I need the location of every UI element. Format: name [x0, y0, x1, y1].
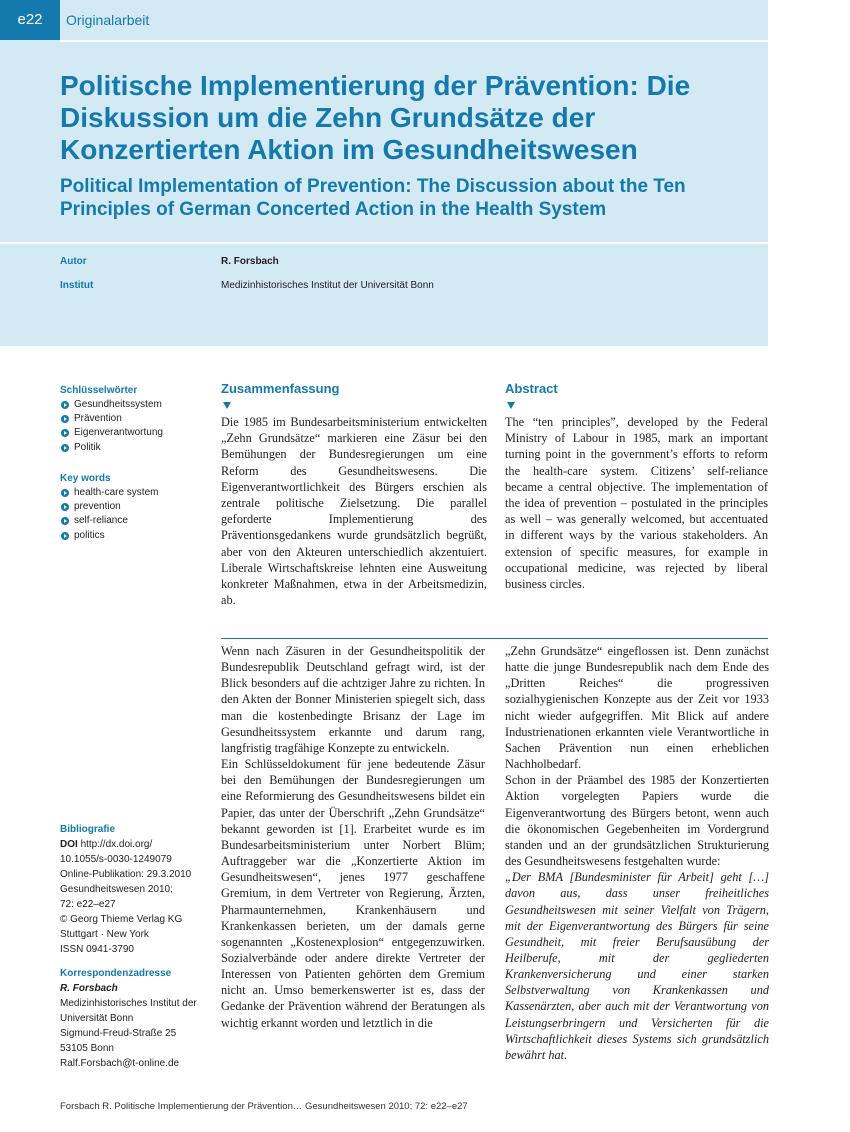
abstract-de-text: Die 1985 im Bundesarbeitsministerium entwickelten „Zehn Grundsätze“ markieren eine Zäsur bei den Bemühungen der Bundesregierungen um eine Reform des Gesundheitswesens. Die Eigenverantwortlichkeit des Bürgers erschien als zentrale politische Zielsetzung. Die parallel geforderte Implementierung des Präventionsgedankens wurde grundsätzlich begrüßt, aber von den Akteuren unterschiedlich akzentuiert. Liberale Wirtschaftskreise lehnten eine Ausweitung konkreter Maßnahmen, etwa in der Arbeitsmedizin, ab.: [221, 415, 487, 608]
footer-citation: Forsbach R. Politische Implementierung der Prävention… Gesundheitswesen 2010; 72: e22–e27: [60, 1101, 468, 1112]
author-label: Autor: [60, 256, 87, 267]
header-divider: [60, 40, 768, 42]
copyright: © Georg Thieme Verlag KG: [60, 914, 183, 925]
keyword-item: self-reliance: [60, 514, 158, 528]
triangle-down-icon: [223, 402, 231, 409]
correspondence-block: [60, 981, 210, 1071]
title-german: Politische Implementierung der Prävention: Die Diskussion um die Zehn Grundsätze der Konzertierten Aktion im Gesundheitswesen: [60, 70, 691, 165]
correspondence-name: R. Forsbach: [60, 983, 118, 994]
author-name: R. Forsbach: [221, 256, 279, 267]
header-band: [0, 0, 768, 346]
page-number: e22: [0, 0, 60, 40]
bullet-arrow-icon: [61, 444, 69, 452]
correspondence-heading: Korrespondenzadresse: [60, 968, 172, 979]
body-paragraph: „Zehn Grundsätze“ eingeflossen ist. Denn zunächst hatte die junge Bundesrepublik nach dem Ende des „Dritten Reiches“ die progressiven sozialhygienischen Konzepte aus der Zeit vor 1933 nicht wieder aufgegriffen. Mit Blick auf andere Industrienationen erkannten viele Verantwortliche in Sachen Prävention nun einen erheblichen Nachholbedarf.: [505, 644, 769, 772]
doi-label: DOI: [60, 839, 78, 850]
keyword-item: Prävention: [60, 412, 163, 426]
keyword-item: health-care system: [60, 486, 158, 500]
body-column-right: [505, 643, 769, 1063]
keywords-en-list: [60, 486, 158, 543]
keyword-item: Eigenverantwortung: [60, 426, 163, 440]
journal-name: Gesundheitswesen 2010;: [60, 884, 173, 895]
bullet-arrow-icon: [61, 503, 69, 511]
keyword-item: politics: [60, 529, 158, 543]
bibliography-heading: Bibliografie: [60, 824, 116, 835]
keyword-item: Politik: [60, 441, 163, 455]
bullet-arrow-icon: [61, 532, 69, 540]
doi-link[interactable]: http://dx.doi.org/: [80, 839, 153, 850]
keywords-de-list: [60, 398, 163, 455]
correspondence-line: Medizinhistorisches Institut der: [60, 998, 197, 1009]
abstract-de-heading: Zusammenfassung: [221, 381, 340, 396]
body-quote: „Der BMA [Bundesminister für Arbeit] geht […] davon aus, dass unser freiheitliches Gesundheitswesen mit seiner Vielfalt von Trägern, mit der Eigenverantwortung des Bürgers für seine Gesundheit, mit freier Berufsausübung der Heilberufe, mit der gegliederten Krankenversicherung und einer starken Selbstverwaltung von Krankenkassen und Kassenärzten, aber auch mit der Verantwortung von Leistungserbringern und Versicherten für die Wirtschaftlichkeit dieses Systems sich grundsätzlich bewährt hat.: [505, 870, 769, 1062]
issn: ISSN 0941-3790: [60, 944, 134, 955]
body-paragraph: Schon in der Präambel des 1985 der Konzertierten Aktion vorgelegten Papiers wurde die Eigenverantwortung des Bürgers betont, wenn auch die ökonomischen Gegebenheiten im Vordergrund standen und an der grundsätzlichen Strukturierung des Gesundheitswesens festgehalten wurde:: [505, 773, 769, 869]
bullet-arrow-icon: [61, 429, 69, 437]
keywords-de-heading: Schlüsselwörter: [60, 385, 138, 396]
correspondence-email[interactable]: Ralf.Forsbach@t-online.de: [60, 1058, 180, 1069]
title-english: Political Implementation of Prevention: The Discussion about the Ten Principles of German Concerted Action in the Health System: [60, 176, 686, 220]
keyword-item: prevention: [60, 500, 158, 514]
section-label: Originalarbeit: [66, 12, 150, 28]
triangle-down-icon: [507, 402, 515, 409]
section-divider: [221, 638, 768, 639]
bullet-arrow-icon: [61, 415, 69, 423]
publisher-city: Stuttgart · New York: [60, 929, 149, 940]
journal-volume: 72: e22–e27: [60, 899, 116, 910]
online-date: Online-Publikation: 29.3.2010: [60, 869, 192, 880]
correspondence-street: Sigmund-Freud-Straße 25: [60, 1028, 177, 1039]
abstract-en-text: The “ten principles”, developed by the Federal Ministry of Labour in 1985, mark an important turning point in the government’s efforts to reform the health-care system. Citizens’ self-reliance became a central objective. The implementation of the idea of prevention – postulated in the principles as well – was generally welcomed, but accentuated in different ways by the various stakeholders. An extension of specific measures, for example in occupational medicine, was rejected by liberal business circles.: [505, 415, 768, 592]
bibliography-block: [60, 837, 210, 957]
bullet-arrow-icon: [61, 489, 69, 497]
body-paragraph: Wenn nach Zäsuren in der Gesundheitspolitik der Bundesrepublik Deutschland gefragt wird, ist der Blick besonders auf die achtziger Jahre zu richten. In den Akten der Bonner Ministerien spiegelt sich, dass man die kostenbedingte Brisanz der Lage im Gesundheitssystem erkannte und darum rang, langfristig tragfähige Konzepte zu entwickeln.: [221, 644, 485, 755]
institute-name: Medizinhistorisches Institut der Universität Bonn: [221, 280, 434, 291]
institute-label: Institut: [60, 280, 94, 291]
body-column-left: [221, 643, 485, 1031]
body-paragraph: Ein Schlüsseldokument für jene bedeutende Zäsur bei den Bemühungen der Bundesregierungen um eine Reformierung des Gesundheitswesens bildet ein Papier, das unter der Überschrift „Zehn Grundsätze“ bekannt geworden ist [1]. Erarbeitet wurde es im Bundesarbeitsministerium unter Norbert Blüm; Auftraggeber war die „Konzertierte Aktion im Gesundheitswesen“, jenes 1977 geschaffene Gremium, in dem Vertreter von Regierung, Ärzten, Pharmaunternehmen, Krankenhäusern und Krankenkassen berieten, um der damals gerne sogenannten „Kostenexplosion“ entgegenzuwirken. Sozialverbände oder andere direkte Vertreter der Interessen von Patienten gehörten dem Gremium nicht an. Umso bemerkenswerter ist es, dass der Gedanke der Prävention während der Beratungen als wichtig erkannt worden und letztlich in die: [221, 757, 485, 1030]
correspondence-city: 53105 Bonn: [60, 1043, 114, 1054]
bullet-arrow-icon: [61, 517, 69, 525]
header-divider: [0, 242, 768, 244]
doi-id: 10.1055/s-0030-1249079: [60, 854, 172, 865]
keyword-item: Gesundheitssystem: [60, 398, 163, 412]
bullet-arrow-icon: [61, 401, 69, 409]
keywords-en-heading: Key words: [60, 473, 111, 484]
abstract-en-heading: Abstract: [505, 381, 558, 396]
correspondence-line: Universität Bonn: [60, 1013, 134, 1024]
